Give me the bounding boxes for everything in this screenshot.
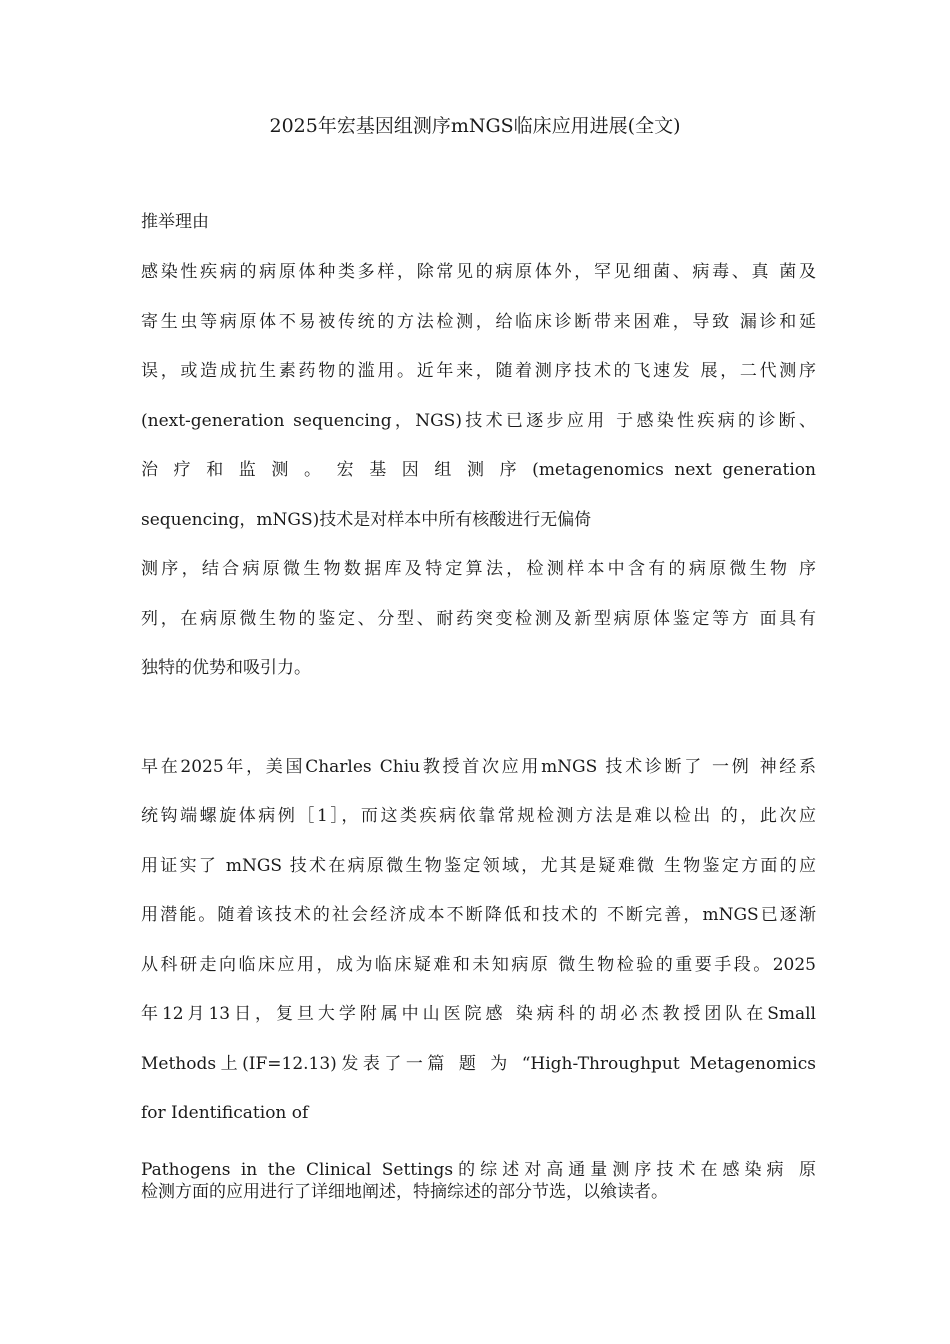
paragraph-line: 统钩端螺旋体病例［1］，而这类疾病依靠常规检测方法是难以检出 的，此次应 — [141, 806, 816, 826]
paragraph-line: 年12月13日，复旦大学附属中山医院感 染病科的胡必杰教授团队在Small — [141, 1004, 816, 1024]
paragraph-line: for Identification of — [141, 1103, 309, 1123]
section-heading: 推举理由 — [141, 212, 209, 232]
paragraph-line: 误，或造成抗生素药物的滥用。近年来，随着测序技术的飞速发 展，二代测序 — [141, 361, 816, 381]
paragraph-line: sequencing，mNGS)技术是对样本中所有核酸进行无偏倚 — [141, 510, 592, 530]
paragraph-line: 感染性疾病的病原体种类多样，除常见的病原体外，罕见细菌、病毒、真 菌及 — [141, 262, 816, 282]
document-title: 2025年宏基因组测序mNGS临床应用进展(全文) — [269, 115, 681, 137]
paragraph-line: 用证实了 mNGS 技术在病原微生物鉴定领域，尤其是疑难微 生物鉴定方面的应 — [141, 856, 816, 876]
paragraph-line: 检测方面的应用进行了详细地阐述，特摘综述的部分节选，以飨读者。 — [141, 1182, 668, 1202]
paragraph-line: 寄生虫等病原体不易被传统的方法检测，给临床诊断带来困难，导致 漏诊和延 — [141, 312, 816, 332]
paragraph-line: 列，在病原微生物的鉴定、分型、耐药突变检测及新型病原体鉴定等方 面具有 — [141, 609, 816, 629]
paragraph-line: 独特的优势和吸引力。 — [141, 658, 311, 678]
paragraph-line: 从科研走向临床应用，成为临床疑难和未知病原 微生物检验的重要手段。2025 — [141, 955, 816, 975]
paragraph-line: 用潜能。随着该技术的社会经济成本不断降低和技术的 不断完善，mNGS已逐渐 — [141, 905, 816, 925]
paragraph-line: Pathogens in the Clinical Settings的综述对高通量测序技术在感染病 原 — [141, 1160, 816, 1180]
paragraph-line: 测序，结合病原微生物数据库及特定算法，检测样本中含有的病原微生物 序 — [141, 559, 816, 579]
paragraph-line: 早在2025年，美国Charles Chiu教授首次应用mNGS 技术诊断了 一例 神经系 — [141, 757, 816, 777]
paragraph-line: Methods上(IF=12.13)发表了一篇 题 为 “High-Throughput Metagenomics — [141, 1054, 816, 1074]
paragraph-line: (next-generation sequencing，NGS)技术已逐步应用 于感染性疾病的诊断、 — [141, 411, 816, 431]
paragraph-line: 治 疗 和 监 测 。 宏 基 因 组 测 序 (metagenomics next generation — [141, 460, 816, 480]
